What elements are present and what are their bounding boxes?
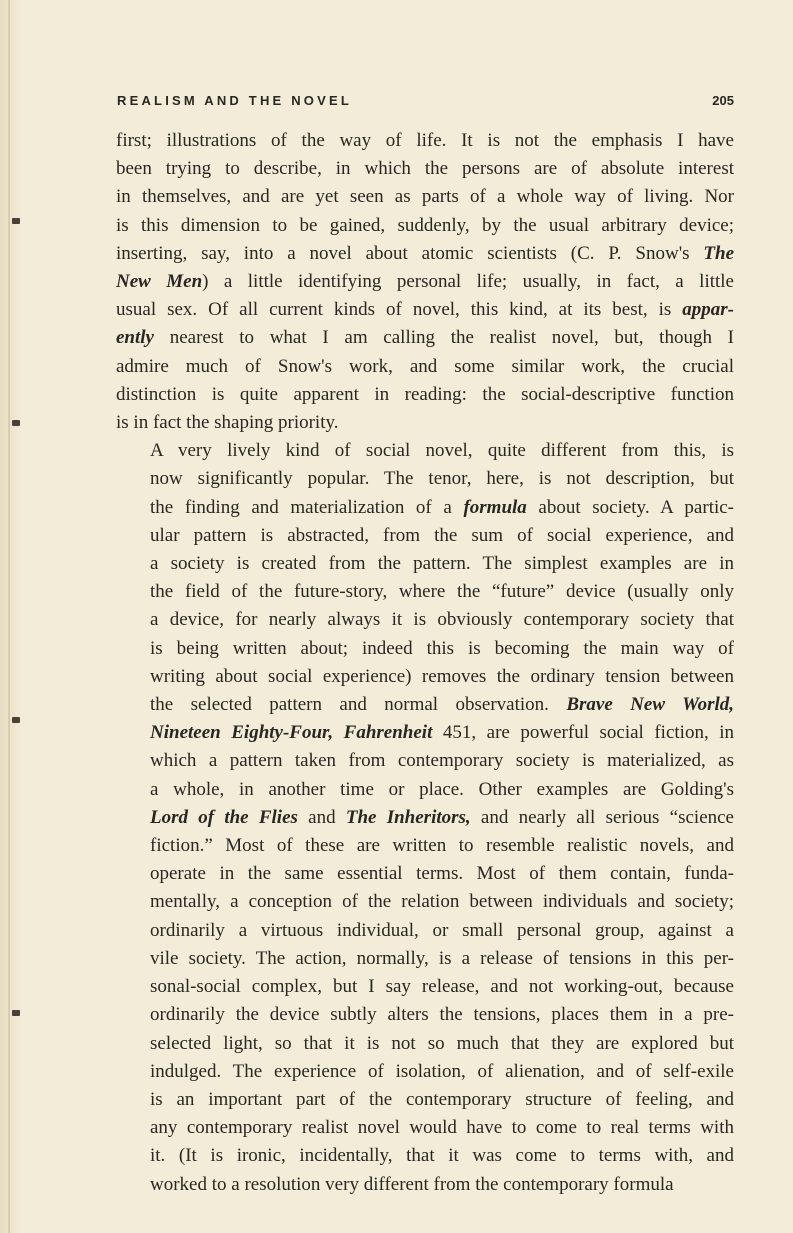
page-gutter	[0, 0, 22, 1233]
text-run: selected light, so that it is not so much that they are explored but	[150, 1032, 734, 1054]
text-line	[116, 240, 734, 268]
text-line	[116, 1171, 734, 1199]
text-run: ordinarily a virtuous individual, or small personal group, against a	[150, 919, 734, 941]
page-header	[117, 93, 734, 113]
italic-title: New Men	[116, 271, 203, 293]
text-line	[116, 381, 734, 409]
text-run: inserting, say, into a novel about atomic scientists (C. P. Snow's	[116, 242, 704, 264]
text-line	[116, 606, 734, 634]
text-run: the finding and materialization of a	[150, 496, 464, 518]
text-run: sonal-social complex, but I say release, and not working-out, because	[150, 976, 734, 998]
italic-title: The Inheritors,	[345, 806, 471, 828]
text-run: is in fact the shaping priority.	[116, 412, 339, 434]
text-line	[116, 1030, 734, 1058]
text-line	[116, 635, 734, 663]
italic-title: The	[703, 242, 734, 264]
text-line	[116, 663, 734, 691]
text-run: distinction is quite apparent in reading: the social-descriptive function	[116, 383, 734, 405]
text-run: A very lively kind of social novel, quite different from this, is	[150, 440, 734, 462]
margin-mark	[12, 1010, 20, 1016]
text-line	[116, 832, 734, 860]
text-run: nearest to what I am calling the realist novel, but, though I	[154, 327, 734, 349]
text-run: ) a little identifying personal life; usually, in fact, a little	[202, 271, 734, 293]
text-run: a whole, in another time or place. Other examples are Golding's	[150, 778, 734, 800]
text-run: first; illustrations of the way of life. It is not the emphasis I have	[116, 130, 734, 151]
text-run: mentally, a conception of the relation between individuals and society;	[150, 891, 734, 913]
text-line	[116, 183, 734, 211]
italic-title: ently	[116, 327, 154, 349]
italic-title: formula	[463, 496, 527, 518]
italic-title: appar-	[682, 299, 734, 321]
text-run: in themselves, and are yet seen as parts of a whole way of living. Nor	[116, 186, 734, 208]
text-run: the field of the future-story, where the “future” device (usually only	[150, 581, 734, 603]
text-run: the selected pattern and normal observation.	[150, 694, 567, 716]
text-line	[116, 804, 734, 832]
text-line	[116, 1058, 734, 1086]
text-line	[116, 719, 734, 747]
text-line	[116, 155, 734, 183]
text-run: now significantly popular. The tenor, here, is not description, but	[150, 468, 734, 490]
paragraph-1	[116, 127, 734, 437]
running-head: REALISM AND THE NOVEL	[117, 93, 353, 108]
text-run: fiction.” Most of these are written to resemble realistic novels, and	[150, 835, 734, 857]
text-run: and	[297, 806, 346, 828]
page-number: 205	[712, 93, 734, 108]
text-run: a society is created from the pattern. The simplest examples are in	[150, 553, 734, 575]
text-run: operate in the same essential terms. Most of them contain, funda-	[150, 863, 734, 885]
italic-title: Lord of the Flies	[150, 806, 298, 828]
text-run: ordinarily the device subtly alters the tensions, places them in a pre-	[150, 1004, 734, 1026]
text-line	[116, 776, 734, 804]
text-line	[116, 747, 734, 775]
margin-mark	[12, 717, 20, 723]
text-run: ular pattern is abstracted, from the sum of social experience, and	[150, 524, 734, 546]
text-line	[116, 268, 734, 296]
text-line	[116, 973, 734, 1001]
text-run: is an important part of the contemporary structure of feeling, and	[150, 1088, 734, 1110]
text-line	[116, 917, 734, 945]
text-line	[116, 522, 734, 550]
text-run: worked to a resolution very different from the contemporary formula	[150, 1173, 674, 1195]
text-line	[116, 127, 734, 155]
text-line	[116, 1001, 734, 1029]
text-run: vile society. The action, normally, is a release of tensions in this per-	[150, 947, 734, 969]
text-run: about society. A partic-	[526, 496, 735, 518]
margin-mark	[12, 420, 20, 426]
text-run: which a pattern taken from contemporary society is materialized, as	[150, 750, 734, 772]
text-run: is being written about; indeed this is becoming the main way of	[150, 637, 734, 659]
text-line	[116, 494, 734, 522]
body-text	[116, 127, 734, 1199]
text-line	[116, 860, 734, 888]
italic-title: Nineteen Eighty-Four, Fahrenheit	[150, 722, 433, 744]
text-line	[116, 409, 734, 437]
text-line	[116, 324, 734, 352]
text-run: 451, are powerful social fiction, in	[432, 722, 734, 744]
text-run: indulged. The experience of isolation, of alienation, and of self-exile	[150, 1060, 734, 1082]
text-line	[116, 691, 734, 719]
italic-title: Brave New World,	[566, 694, 734, 716]
text-line	[116, 945, 734, 973]
text-line	[116, 1086, 734, 1114]
text-run: it. (It is ironic, incidentally, that it was come to terms with, and	[150, 1145, 734, 1167]
text-line	[116, 578, 734, 606]
margin-mark	[12, 218, 20, 224]
text-line	[116, 550, 734, 578]
text-line	[116, 353, 734, 381]
text-run: and nearly all serious “science	[470, 806, 734, 828]
text-line	[116, 437, 734, 465]
binding-edge	[8, 0, 10, 1233]
text-line	[116, 1114, 734, 1142]
text-run: been trying to describe, in which the persons are of absolute interest	[116, 158, 734, 180]
text-run: admire much of Snow's work, and some similar work, the crucial	[116, 355, 734, 377]
text-line	[116, 888, 734, 916]
text-line	[116, 1142, 734, 1170]
text-run: usual sex. Of all current kinds of novel, this kind, at its best, is	[116, 299, 683, 321]
text-run: a device, for nearly always it is obviously contemporary society that	[150, 609, 734, 631]
text-line	[116, 212, 734, 240]
text-line	[116, 296, 734, 324]
paragraph-2	[116, 437, 734, 1198]
text-run: any contemporary realist novel would have to come to real terms with	[150, 1117, 734, 1139]
text-run: is this dimension to be gained, suddenly, by the usual arbitrary device;	[116, 214, 734, 236]
text-run: writing about social experience) removes the ordinary tension between	[150, 665, 734, 687]
text-line	[116, 465, 734, 493]
